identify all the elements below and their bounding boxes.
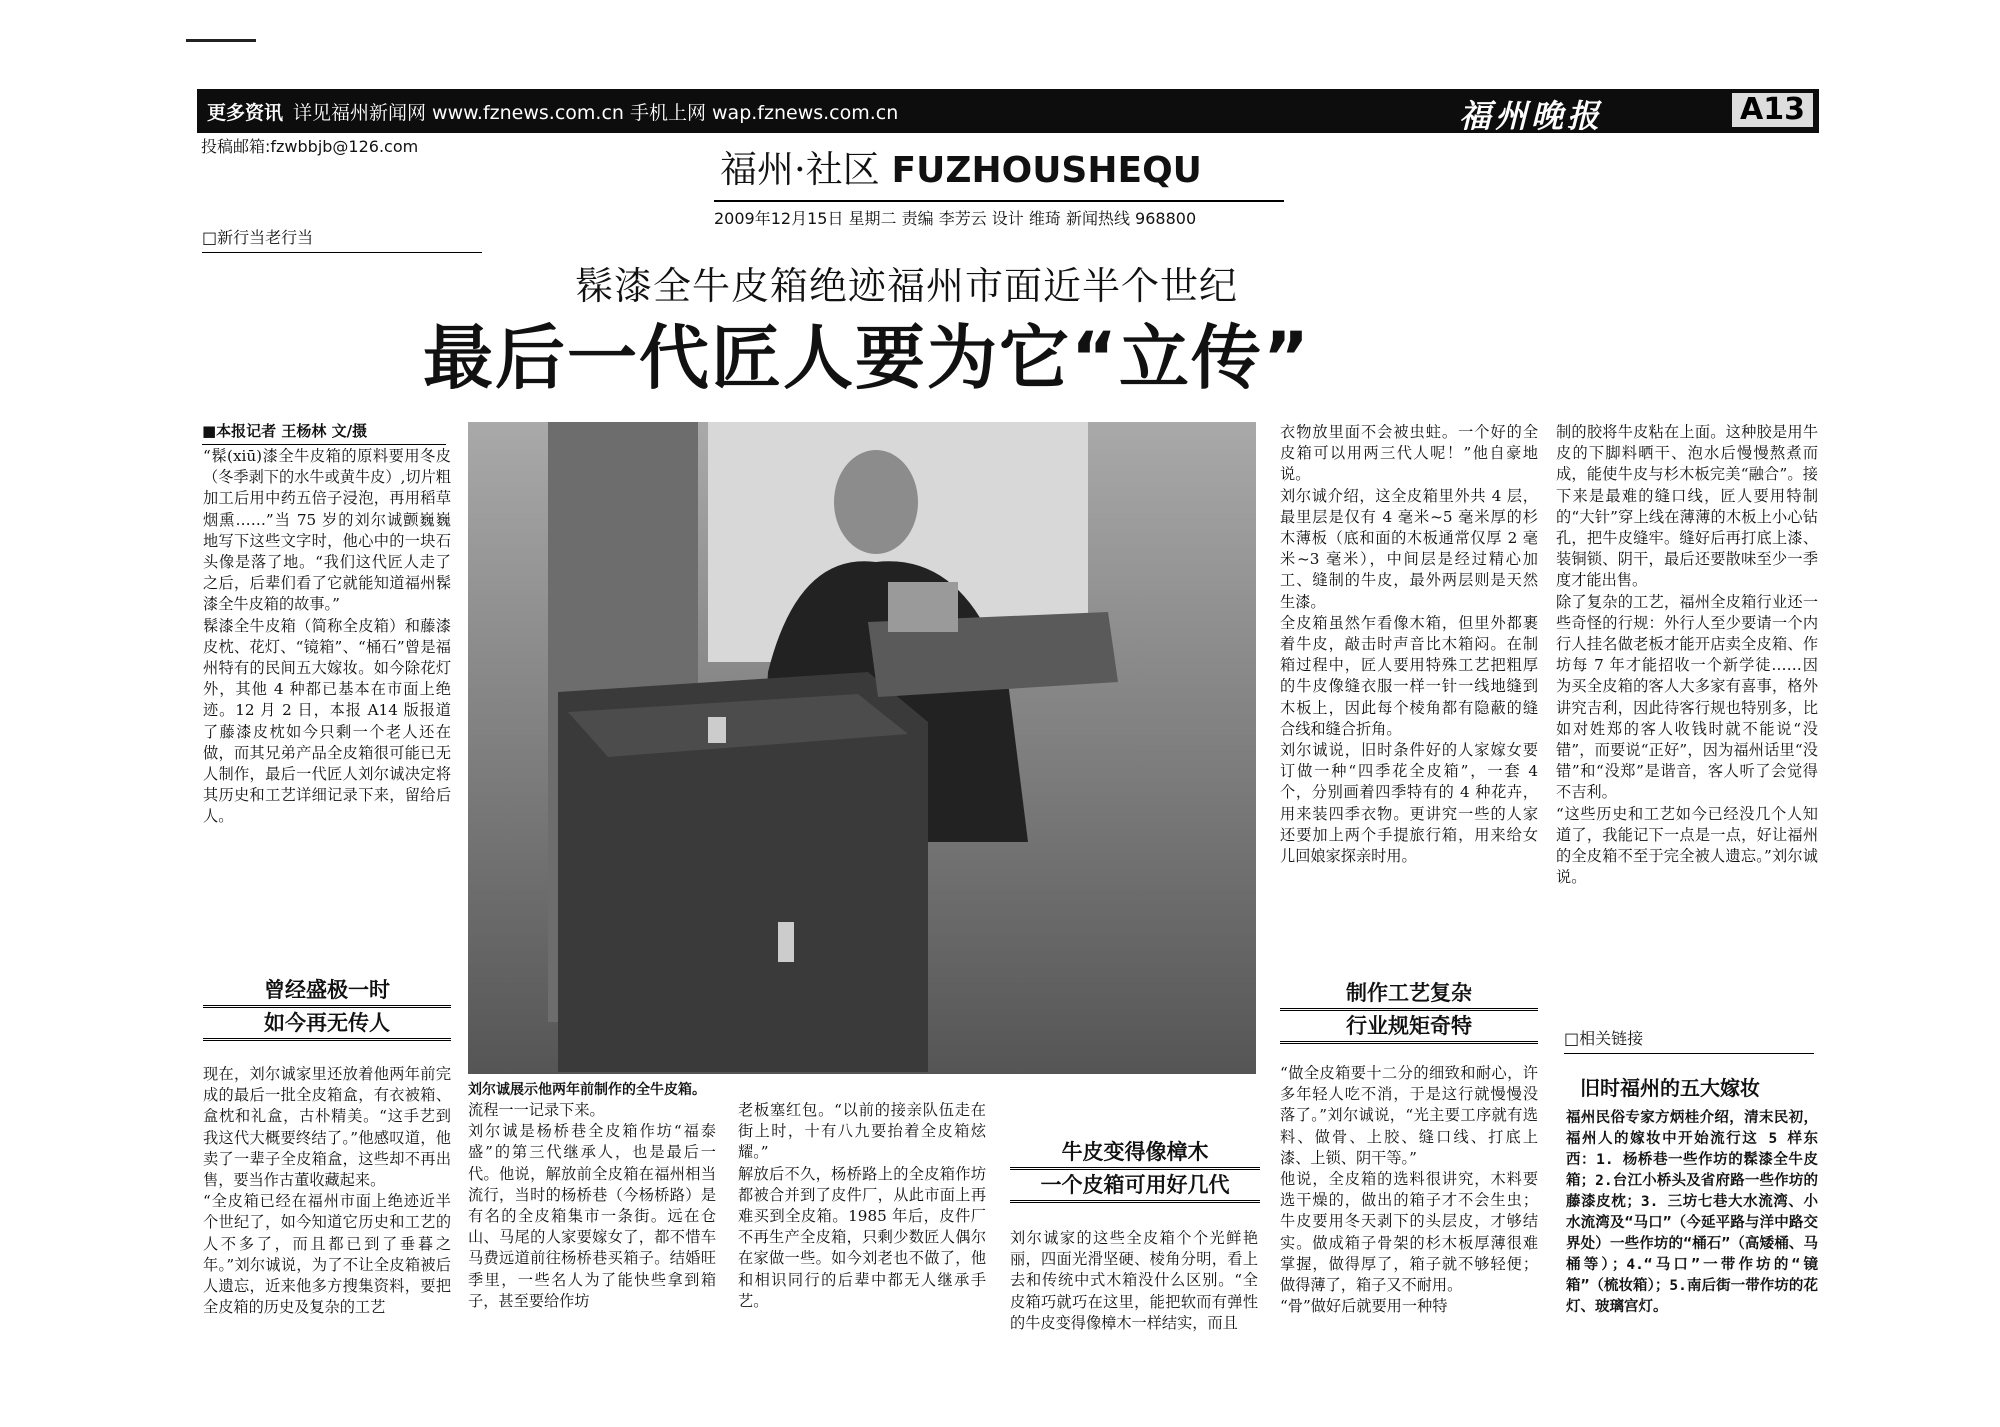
subheading-2-line-1: 牛皮变得像樟木 xyxy=(1010,1137,1260,1170)
article-column-2: 流程一一记录下来。 刘尔诚是杨桥巷全皮箱作坊“福泰盛”的第三代继承人，也是最后一代。他说，解放前全皮箱在福州相当流行，当时的杨桥巷（今杨桥路）是有名的全皮箱集市一条街。远在仓山、马尾的人家要嫁女了，都不惜车马费远道前往杨桥巷买箱子。结婚旺季里，一些名人为了能快些拿到箱子，甚至要给作坊 xyxy=(468,1101,716,1310)
dateline: 2009年12月15日 星期二 责编 李芳云 设计 维琦 新闻热线 968800 xyxy=(714,200,1284,229)
scan-mark xyxy=(186,39,256,42)
section-title xyxy=(720,149,1202,192)
more-info-label: 更多资讯 xyxy=(207,102,284,124)
rubric-label: □新行当老行当 xyxy=(202,225,482,253)
article-column-4b: 刘尔诚家的这些全皮箱个个光鲜艳丽，四面光滑坚硬、棱角分明，看上去和传统中式木箱没什么区别。“全皮箱巧就巧在这里，能把软而有弹性的牛皮变得像樟木一样结实，而且 xyxy=(1010,1229,1258,1332)
photo-caption: 刘尔诚展示他两年前制作的全牛皮箱。 xyxy=(468,1082,706,1098)
subheading-3 xyxy=(1280,978,1538,1044)
article-column-5b: “做全皮箱要十二分的细致和耐心，许多年轻人吃不消，于是这行就慢慢没落了。”刘尔诚说，“光主要工序就有选料、做骨、上胶、缝口线、打底上漆、上锁、阴干等。” 他说，全皮箱的选料很讲究，木料要选干燥的，做出的箱子才不会生虫；牛皮要用冬天剥下的头层皮，才够结实。做成箱子骨架的杉木板厚薄很难掌握，做得厚了，箱子就不够轻便；做得薄了，箱子又不耐用。 “骨”做好后就要用一种特 xyxy=(1280,1064,1538,1316)
header-bar xyxy=(197,89,1819,133)
article-kicker: 髹漆全牛皮箱绝迹福州市面近半个世纪 xyxy=(575,264,1239,308)
subheading-1-line-2: 如今再无传人 xyxy=(203,1008,451,1041)
article-column-1b: 现在，刘尔诚家里还放着他两年前完成的最后一批全皮箱盒，有衣被箱、盒枕和礼盒，古朴精美。“这手艺到我这代大概要终结了。”他感叹道，他卖了一辈子全皮箱盒，这些却不再出售，要当作古董收藏起来。 “全皮箱已经在福州市面上绝迹近半个世纪了，如今知道它历史和工艺的人不多了，而且都已到了垂暮之年。”刘尔诚说，为了不让全皮箱被后人遗忘，近来他多方搜集资料，要把全皮箱的历史及复杂的工艺 xyxy=(203,1065,451,1317)
subheading-1 xyxy=(203,975,451,1041)
section-name-cn: 福州·社区 xyxy=(720,148,880,191)
newspaper-name: 福州晚报 xyxy=(1459,97,1604,135)
related-body: 福州民俗专家方炳桂介绍，清末民初，福州人的嫁妆中开始流行这 5 样东西：1. 杨桥巷一些作坊的髹漆全牛皮箱；2.台江小桥头及省府路一些作坊的藤漆皮枕；3. 三坊七巷大水流湾、小水流湾及“马口”（今延平路与洋中路交界处）一些作坊的“桶石”（高矮桶、马桶等）；4.“马口”一带作坊的“镜箱”（梳妆箱）；5.南后街一带作坊的花灯、玻璃宫灯。 xyxy=(1566,1110,1818,1315)
article-column-6: 制的胶将牛皮粘在上面。这种胶是用牛皮的下脚料晒干、泡水后慢慢熬煮而成，能使牛皮与杉木板完美“融合”。接下来是最难的缝口线，匠人要用特制的“大针”穿上线在薄薄的木板上小心钻孔，把牛皮缝牢。缝好后再打底上漆、装铜锁、阴干，最后还要散味至少一季度才能出售。 除了复杂的工艺，福州全皮箱行业还一些奇怪的行规：外行人至少要请一个内行人挂名做老板才能开店卖全皮箱、作坊每 7 年才能招收一个新学徒……因为买全皮箱的客人大多家有喜事，格外讲究吉利，因此待客行规也特别多，比如对姓郑的客人收钱时就不能说“没错”，而要说“正好”，因为福州话里“没错”和“没郑”是谐音，客人听了会觉得不吉利。 “这些历史和工艺如今已经没几个人知道了，我能记下一点是一点，好让福州的全皮箱不至于完全被人遗忘。”刘尔诚说。 xyxy=(1556,423,1818,887)
photo-image xyxy=(468,422,1256,1074)
byline: ■本报记者 王杨林 文/摄 xyxy=(202,420,446,445)
article-column-3: 老板塞红包。“以前的接亲队伍走在街上时，十有八九要抬着全皮箱炫耀。” 解放后不久，杨桥路上的全皮箱作坊都被合并到了皮件厂，从此市面上再难买到全皮箱。1985 年后，皮件厂不再生产全皮箱，只剩少数匠人偶尔在家做一些。如今刘老也不做了，他和相识同行的后辈中都无人继承手艺。 xyxy=(738,1101,986,1310)
subheading-1-line-1: 曾经盛极一时 xyxy=(203,975,451,1008)
website-info[interactable]: 详见福州新闻网 www.fznews.com.cn 手机上网 wap.fznews.com.cn xyxy=(293,102,899,124)
article-column-1: “髹(xiū)漆全牛皮箱的原料要用冬皮（冬季剥下的水牛或黄牛皮）,切片粗加工后用中药五倍子浸泡，再用稻草烟熏……”当 75 岁的刘尔诚颤巍巍地写下这些文字时，他心中的一块石头像是落了地。“我们这代匠人走了之后，后辈们看了它就能知道福州髹漆全牛皮箱的故事。” 髹漆全牛皮箱（简称全皮箱）和藤漆皮枕、花灯、“镜箱”、“桶石”曾是福州特有的民间五大嫁妆。如今除花灯外，其他 4 种都已基本在市面上绝迹。12 月 2 日，本报 A14 版报道了藤漆皮枕如今只剩一个老人还在做，而其兄弟产品全皮箱很可能已无人制作，最后一代匠人刘尔诚决定将其历史和工艺详细记录下来，留给后人。 xyxy=(203,447,451,826)
subheading-2 xyxy=(1010,1137,1260,1203)
section-name-en: FUZHOUSHEQU xyxy=(891,150,1202,191)
subheading-3-line-2: 行业规矩奇特 xyxy=(1280,1011,1538,1044)
article-headline: 最后一代匠人要为它“立传” xyxy=(423,317,1312,399)
submission-email[interactable]: 投稿邮箱:fzwbbjb@126.com xyxy=(201,137,419,156)
related-title: 旧时福州的五大嫁妆 xyxy=(1580,1076,1760,1100)
article-photo xyxy=(468,422,1256,1074)
page-number: A13 xyxy=(1732,93,1813,127)
subheading-2-line-2: 一个皮箱可用好几代 xyxy=(1010,1170,1260,1203)
article-column-4: 衣物放里面不会被虫蛀。一个好的全皮箱可以用两三代人呢！”他自豪地说。 刘尔诚介绍，这全皮箱里外共 4 层，最里层是仅有 4 毫米~5 毫米厚的杉木薄板（底和面的木板通常仅厚 2 毫米~3 毫米），中间层是经过精心加工、缝制的牛皮，最外两层则是天然生漆。 全皮箱虽然乍看像木箱，但里外都裹着牛皮，敲击时声音比木箱闷。在制箱过程中，匠人要用特殊工艺把粗厚的牛皮像缝衣服一样一针一线地缝到木板上，因此每个棱角都有隐蔽的缝合线和缝合折角。 刘尔诚说，旧时条件好的人家嫁女要订做一种“四季花全皮箱”，一套 4 个，分别画着四季特有的 4 种花卉，用来装四季衣物。更讲究一些的人家还要加上两个手提旅行箱，用来给女儿回娘家探亲时用。 xyxy=(1280,423,1538,866)
related-links-label: □相关链接 xyxy=(1564,1026,1814,1054)
subheading-3-line-1: 制作工艺复杂 xyxy=(1280,978,1538,1011)
